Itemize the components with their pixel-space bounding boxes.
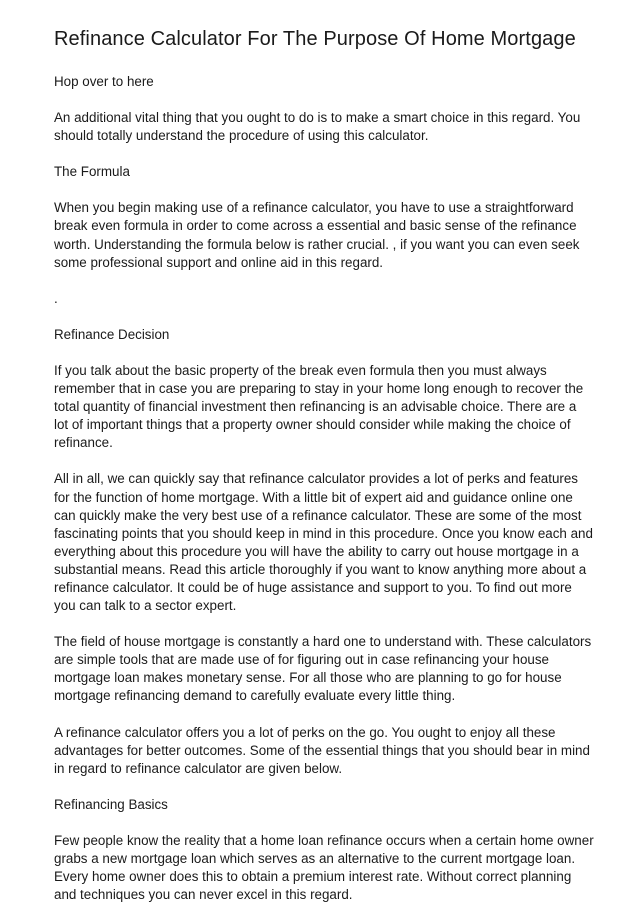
section-heading-formula: The Formula (54, 164, 130, 180)
paragraph: An additional vital thing that you ought to do is to make a smart choice in this regard. You should totally understand the procedure of using this calculator. (54, 110, 581, 144)
paragraph: When you begin making use of a refinance calculator, you have to use a straightforward break even formula in order to come across a essential and basic sense of the refinance worth. Understanding the formula below is rather crucial. , if you want you can even seek some professional support and online aid in this regard. (54, 200, 580, 270)
section-heading-refinancing-basics: Refinancing Basics (54, 796, 168, 812)
paragraph: If you talk about the basic property of the break even formula then you must always remember that in case you are preparing to stay in your home long enough to recover the total quantity of financial investment then refinancing is an advisable choice. There are a lot of important things that a property owner should consider while making the choice of refinance. (54, 362, 584, 451)
document-page (54, 26, 594, 922)
paragraph: The field of house mortgage is constantly a hard one to understand with. These calculators are simple tools that are made use of for figuring out in case refinancing your house mortgage loan makes monetary sense. For all those who are planning to go for house mortgage refinancing demand to carefully evaluate every little thing. (54, 634, 592, 704)
paragraph: All in all, we can quickly say that refinance calculator provides a lot of perks and features for the function of home mortgage. With a little bit of expert aid and guidance online one can quickly make the very best use of a refinance calculator. These are some of the most fascinating points that you should keep in mind in this procedure. Once you know each and everything about this procedure you will have the ability to carry out house mortgage in a substantial means. Read this article thoroughly if you want to know anything more about a refinance calculator. It could be of huge assistance and support to you. To find out more you can talk to a sector expert. (54, 471, 593, 614)
paragraph: Few people know the reality that a home loan refinance occurs when a certain home owner grabs a new mortgage loan which serves as an alternative to the current mortgage loan. Every home owner does this to obtain a premium interest rate. Without correct planning and techniques you can never excel in this regard. (54, 832, 594, 903)
document-title: Refinance Calculator For The Purpose Of Home Mortgage (54, 28, 576, 50)
paragraph: A refinance calculator offers you a lot of perks on the go. You ought to enjoy all these advantages for better outcomes. Some of the essential things that you should bear in mind in regard to refinance calculator are given below. (54, 724, 590, 776)
separator-dot: . (54, 290, 58, 306)
link-text-hop-over[interactable]: Hop over to here (54, 74, 154, 89)
section-heading-refinance-decision: Refinance Decision (54, 326, 170, 342)
